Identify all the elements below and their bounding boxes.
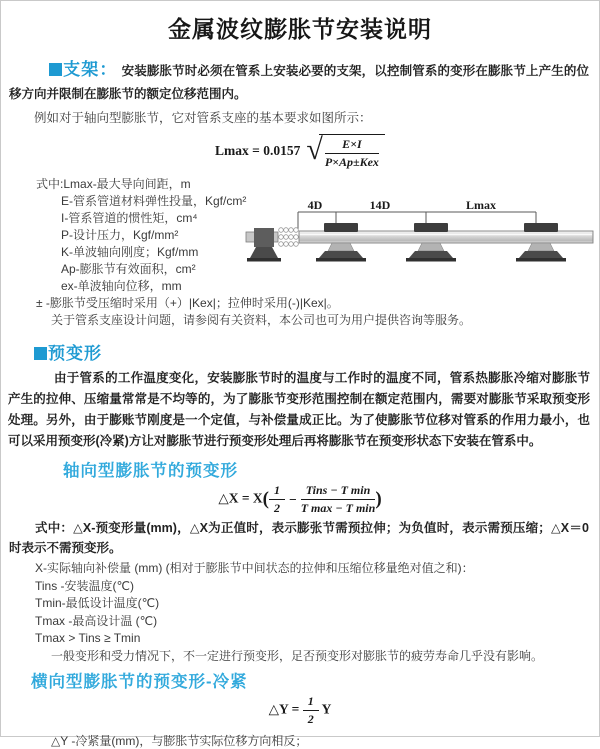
axial-formula-lhs: △X = X — [218, 490, 263, 506]
axial-term-tins: Tins -安装温度(℃) — [35, 578, 135, 593]
half-numerator: 1 — [269, 483, 285, 500]
where-label: 式中: — [36, 177, 64, 191]
bellows-icon — [279, 228, 299, 247]
term-ap: Ap-膨胀节有效面积，cm² — [61, 262, 196, 276]
lateral-half-fraction — [303, 694, 319, 727]
pre-deform-section-label: 预变形 — [48, 344, 102, 363]
term-p: P-设计压力，Kgf/mm² — [61, 228, 179, 242]
anchor-support — [246, 228, 281, 262]
axial-term-tmax: Tmax -最高设计温 (℃) — [35, 613, 158, 628]
axial-note-line: 一般变形和受力情况下，不一定进行预变形，足否预变形对膨胀节的疲劳寿命几乎没有影响。 — [51, 648, 544, 663]
pre-deform-section-heading — [34, 339, 599, 364]
page-title: 金属波纹膨胀节安装说明 — [168, 16, 432, 42]
lmax-fraction-denominator: P×Ap±Kex — [324, 155, 379, 169]
pipe — [299, 231, 593, 243]
support-closing-line: 关于管系支座设计问题，请参阅有关资料，本公司也可为用户提供咨询等服务。 — [51, 313, 472, 327]
term-lmax: Lmax-最大导向间距，m — [63, 177, 191, 191]
axial-formula-explain: 式中：△X-预变形量(mm)，△X为正值时，表示膨张节需预拉伸；为负值时，表示需预压缩；△X＝0时表示不需预变形。 — [9, 521, 589, 555]
half-denominator: 2 — [274, 501, 280, 515]
lateral-formula-lhs: △Y = — [268, 701, 300, 717]
sqrt-expression — [306, 134, 385, 170]
temperature-numerator: Tins − T min — [301, 483, 376, 500]
section-bullet-icon — [34, 347, 47, 360]
lmax-formula — [1, 134, 599, 170]
open-paren: ( — [262, 488, 269, 510]
axial-term-list — [35, 560, 599, 665]
support-section-label: 支架： — [63, 60, 118, 79]
term-ex: ex-单波轴向位移，mm — [61, 279, 182, 293]
term-i: I-管系管道的惯性矩，cm⁴ — [61, 211, 198, 225]
axial-subheading: 轴向型膨胀节的预变形 — [63, 462, 238, 480]
axial-term-tmin: Tmin-最低设计温度(℃) — [35, 596, 160, 610]
support-example-line: 例如对于轴向型膨胀节，它对管系支座的基本要求如图所示： — [34, 111, 372, 125]
pre-deform-paragraph: 由于管系的工作温度变化，安装膨胀节时的温度与工作时的温度不同，管系热膨胀冷缩对膨胀节产生的拉伸、压缩量常常是不均等的，为了膨胀节变形范围控制在额定范围内，需要对膨胀节采取预变形处理。另外，由于膨账节刚度是一个定值，与补偿量成正比。为了使膨胀节位移对管系的作用力最小，也可以采用预变形(冷紧)方让对膨胀节进行预变形处理后再将膨胀节在预变形状态下安装在管系中。 — [8, 371, 590, 448]
pipe-support-diagram — [244, 198, 596, 270]
half-fraction — [269, 483, 285, 516]
lateral-numerator: 1 — [303, 694, 319, 711]
lateral-formula — [1, 694, 599, 727]
dim-label-4d: 4D — [307, 198, 323, 212]
lmax-formula-lhs: Lmax = 0.0157 — [215, 143, 301, 159]
temperature-fraction — [301, 483, 376, 516]
plus-minus-note: ± -膨胀节受压缩时采用（+）|Kex|；拉伸时采用(-)|Kex|。 — [36, 296, 339, 310]
section-bullet-icon — [49, 63, 62, 76]
minus-sign: − — [289, 491, 297, 507]
axial-term-x: X-实际轴向补偿量 (mm) (相对于膨胀节中间状态的拉伸和压缩位移量绝对值之和)： — [35, 561, 474, 575]
term-e: E-管系管道材料弹性投量，Kgf/cm² — [61, 194, 247, 208]
lateral-denominator: 2 — [307, 712, 314, 726]
lateral-formula-rhs: Y — [321, 701, 332, 717]
lateral-formula-explain: △Y -冷紧量(mm)，与膨胀节实际位移方向相反； — [51, 734, 308, 748]
term-k: K-单波轴向刚度；Kgf/mm — [61, 245, 199, 259]
dim-label-14d: 14D — [369, 198, 391, 212]
temperature-denominator: T max − T min — [300, 501, 376, 515]
lmax-fraction — [325, 137, 379, 170]
close-paren: ) — [375, 488, 382, 510]
axial-formula — [1, 483, 599, 516]
term-row — [36, 176, 599, 193]
support-intro-text: 安装膨胀节时必须在管系上安装必要的支架，以控制管系的变形在膨胀节上产生的位移方向并限制在膨胀节的额定位移范围内。 — [9, 64, 590, 101]
support-intro-paragraph — [9, 58, 589, 106]
lmax-fraction-numerator: E×I — [325, 137, 379, 154]
dim-label-lmax: Lmax — [466, 198, 496, 212]
sqrt-sign-icon: √ — [306, 133, 323, 166]
lateral-subheading: 横向型膨胀节的预变形-冷紧 — [31, 673, 248, 691]
axial-term-inequality: Tmax > Tins ≥ Tmin — [35, 631, 141, 645]
